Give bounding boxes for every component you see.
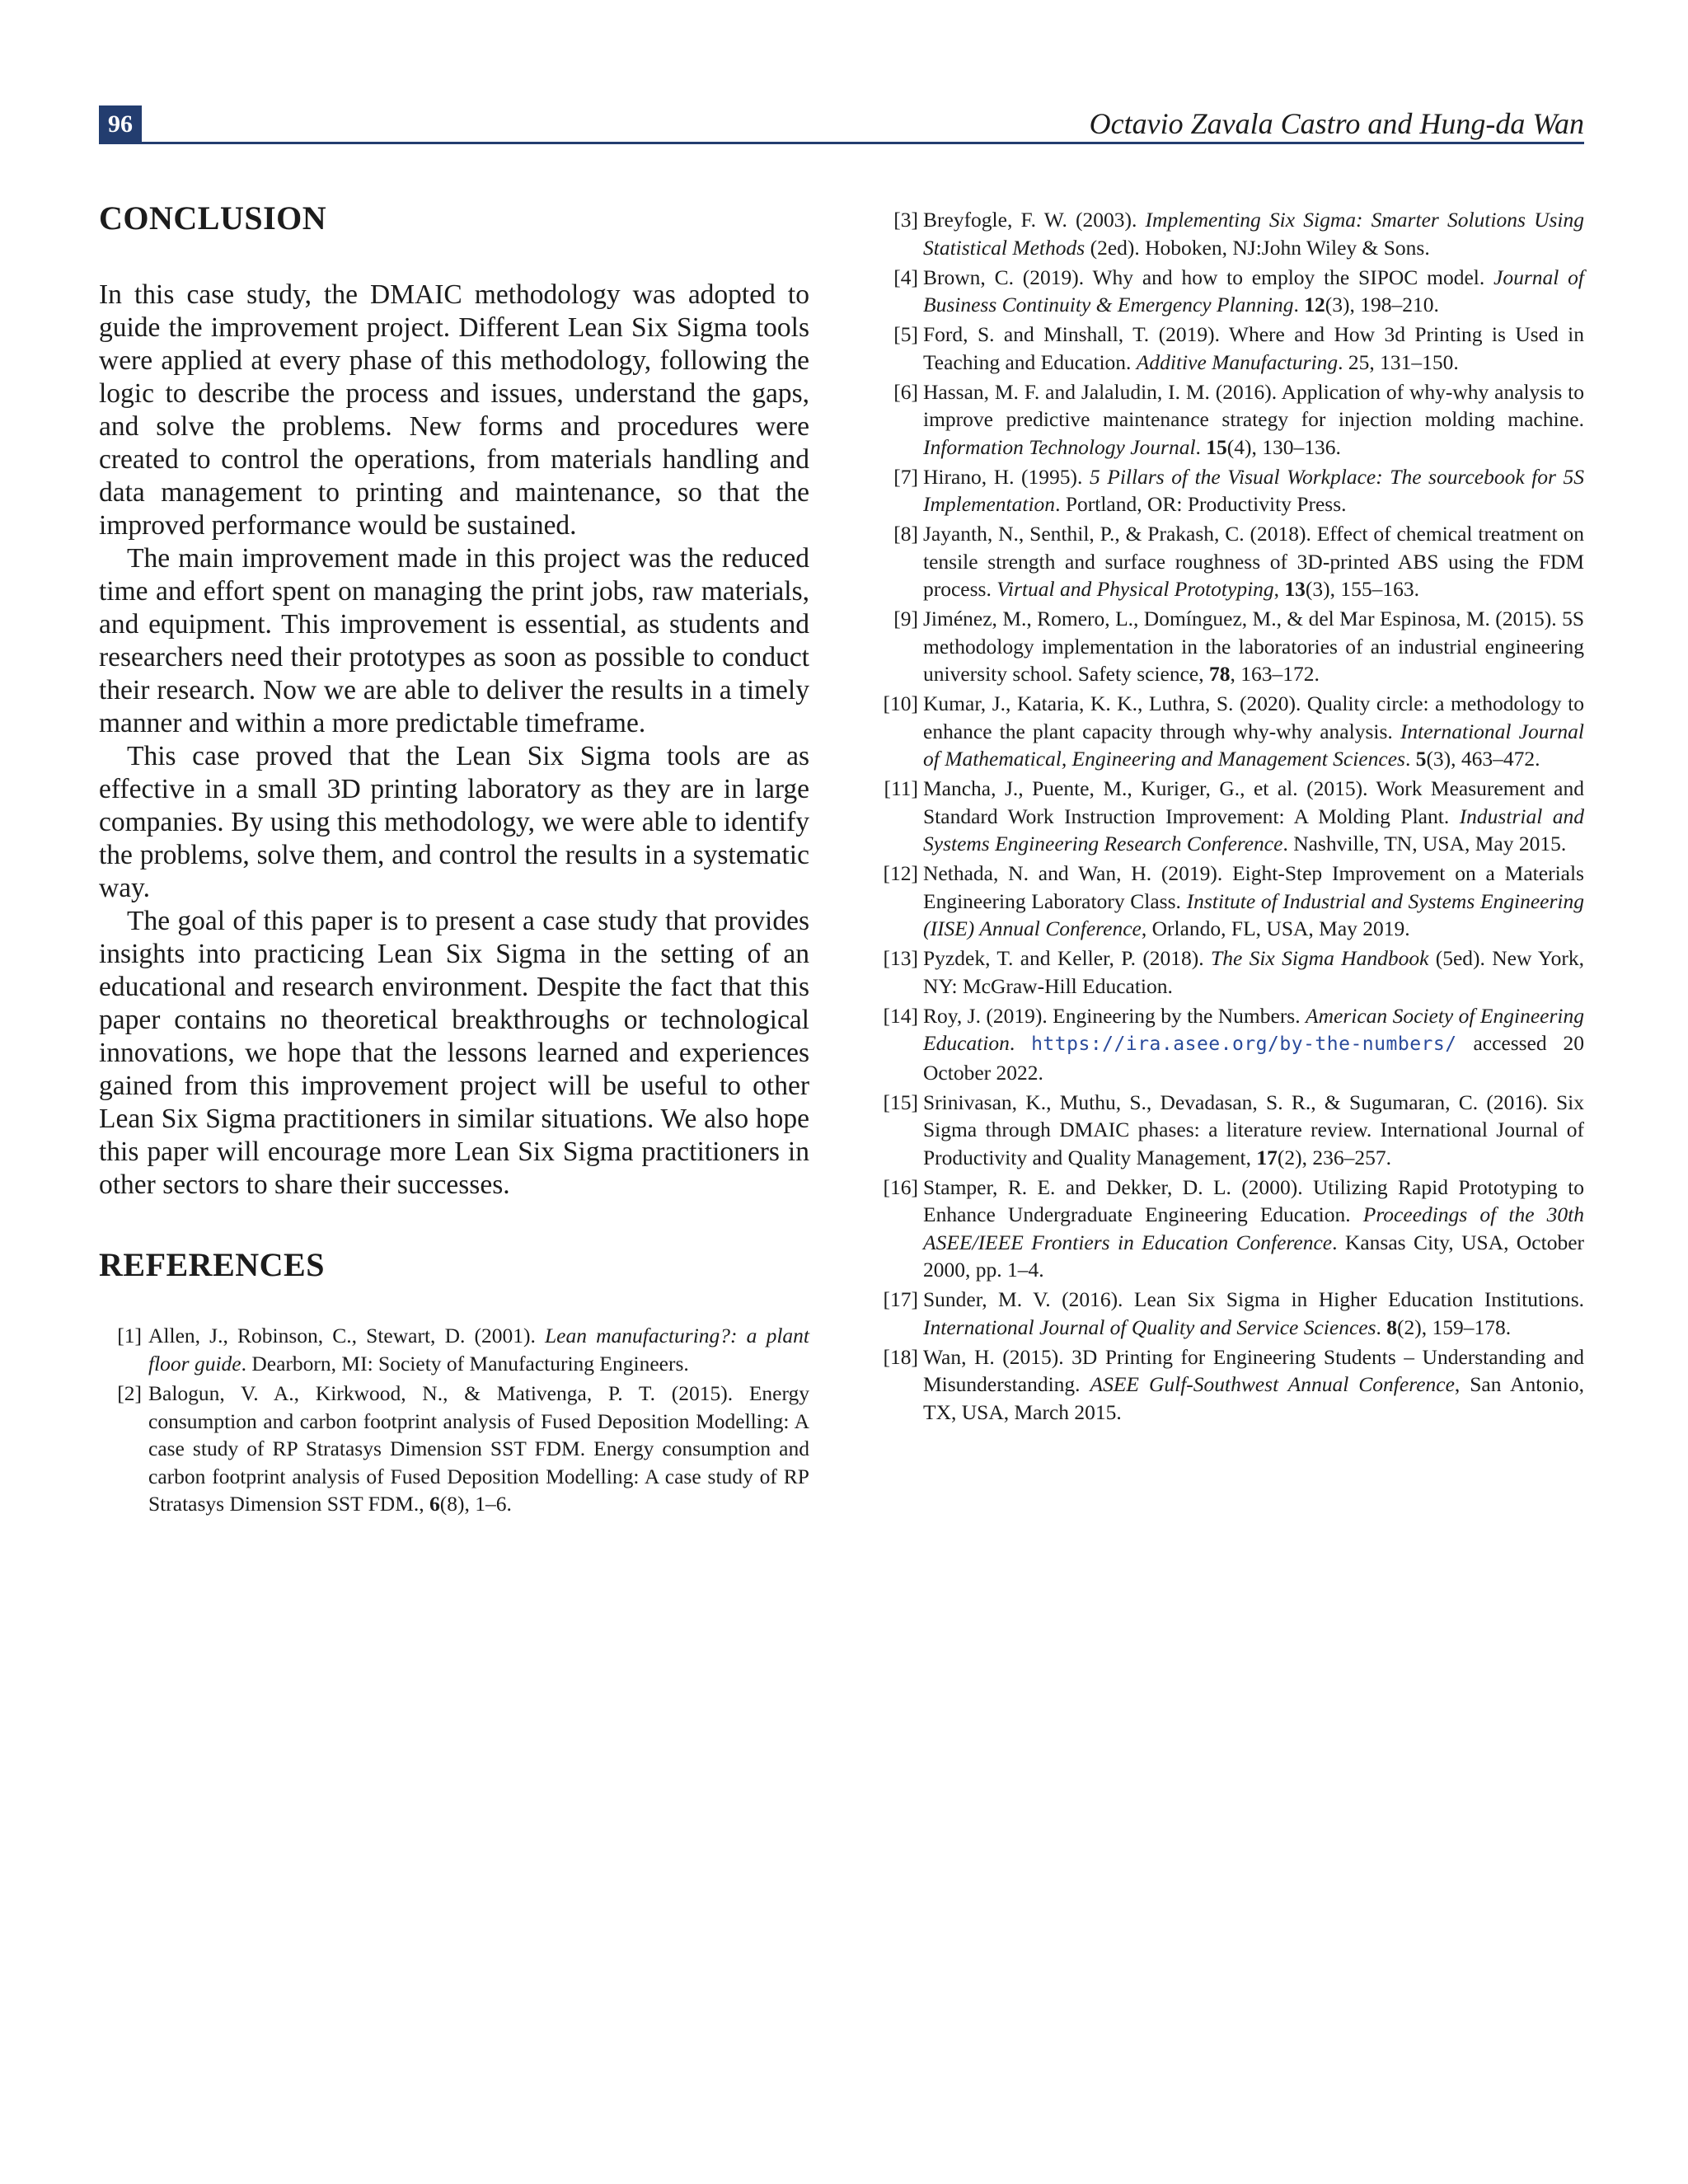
reference-item bbox=[875, 775, 1584, 858]
reference-number: [3] bbox=[893, 208, 918, 232]
conclusion-paragraph: This case proved that the Lean Six Sigma tools are as effective in a small 3D printing laboratory as they are in large companies. By using this methodology, we were able to identify the problems, solve them, and control the results in a systematic way. bbox=[99, 741, 809, 903]
references-heading: REFERENCES bbox=[99, 1246, 325, 1283]
reference-volume: 6 bbox=[429, 1492, 440, 1516]
reference-item bbox=[875, 860, 1584, 943]
conclusion-body bbox=[99, 279, 809, 1202]
reference-volume: 13 bbox=[1284, 577, 1306, 601]
conclusion-heading: CONCLUSION bbox=[99, 199, 327, 237]
reference-item bbox=[875, 1002, 1584, 1087]
reference-source-title: International Journal of Mathematical, Engineering and Management Sciences bbox=[923, 719, 1585, 771]
reference-item bbox=[875, 1343, 1584, 1427]
reference-text: Stamper, R. E. and Dekker, D. L. (2000). Utilizing Rapid Prototyping to Enhance Undergraduate Engineering Education. bbox=[923, 1174, 1584, 1226]
reference-text: . bbox=[1404, 747, 1416, 771]
reference-volume: 78 bbox=[1209, 662, 1231, 686]
reference-source-title: Proceedings of the 30th ASEE/IEEE Frontiers in Education Conference bbox=[923, 1202, 1584, 1254]
reference-number: [12] bbox=[883, 861, 918, 885]
reference-text: Hassan, M. F. and Jalaludin, I. M. (2016). Application of why-why analysis to improve predictive maintenance strategy for injection molding machine. bbox=[923, 379, 1584, 431]
running-head-authors: Octavio Zavala Castro and Hung-da Wan bbox=[1089, 107, 1584, 140]
page-header bbox=[99, 105, 1584, 144]
reference-text: Ford, S. and Minshall, T. (2019). Where and How 3d Printing is Used in Teaching and Education. bbox=[923, 322, 1584, 374]
reference-source-title: International Journal of Quality and Service Sciences bbox=[923, 1315, 1376, 1339]
reference-number: [11] bbox=[884, 776, 918, 800]
reference-item bbox=[875, 1089, 1584, 1172]
reference-text: . Portland, OR: Productivity Press. bbox=[1055, 492, 1347, 516]
reference-item bbox=[875, 463, 1584, 518]
reference-text: , Orlando, FL, USA, May 2019. bbox=[1141, 916, 1410, 940]
reference-text: . Dearborn, MI: Society of Manufacturing Engineers. bbox=[241, 1351, 689, 1376]
reference-text: Allen, J., Robinson, C., Stewart, D. (2001). bbox=[148, 1324, 545, 1347]
conclusion-paragraph: The goal of this paper is to present a case study that provides insights into practicing Lean Six Sigma in the setting of an educational and research environment. Despite the fact that this paper contains no theoretical breakthroughs or technological innovations, we hope that the lessons learned and experiences gained from this improvement project will be useful to other Lean Six Sigma practitioners in similar situations. We also hope this paper will encourage more Lean Six Sigma practitioners in other sectors to share their successes. bbox=[99, 906, 809, 1200]
reference-text: Balogun, V. A., Kirkwood, N., & Mativenga, P. T. (2015). Energy consumption and carbon footprint analysis of Fused Deposition Modelling: A case study of RP Stratasys Dimension SST FDM. Energy consumption and carbon footprint analysis of Fused Deposition Modelling: A case study of RP Stratasys Dimension SST FDM., bbox=[148, 1381, 809, 1516]
right-column bbox=[875, 206, 1584, 1428]
reference-source-title: The Six Sigma Handbook bbox=[1211, 946, 1429, 970]
reference-number: [4] bbox=[893, 265, 918, 289]
reference-item bbox=[875, 378, 1584, 462]
page-number: 96 bbox=[99, 105, 142, 142]
reference-number: [9] bbox=[893, 607, 918, 630]
reference-text: Srinivasan, K., Muthu, S., Devadasan, S. R., & Sugumaran, C. (2016). Six Sigma through DMAIC phases: a literature review. International Journal of Productivity and Quality Management, bbox=[923, 1090, 1584, 1169]
reference-text: accessed 20 October 2022. bbox=[923, 1031, 1584, 1085]
reference-source-title: Virtual and Physical Prototyping bbox=[996, 577, 1274, 601]
reference-source-title: Journal of Business Continuity & Emergency Planning bbox=[923, 265, 1584, 316]
reference-list-left bbox=[99, 1322, 809, 1518]
reference-item bbox=[875, 944, 1584, 1000]
reference-item bbox=[875, 1174, 1584, 1284]
reference-text: , 163–172. bbox=[1230, 662, 1320, 686]
reference-text: Roy, J. (2019). Engineering by the Numbers. bbox=[923, 1003, 1306, 1028]
reference-volume: 17 bbox=[1256, 1145, 1278, 1169]
reference-text: Pyzdek, T. and Keller, P. (2018). bbox=[923, 946, 1212, 970]
reference-source-title: Information Technology Journal bbox=[923, 434, 1196, 459]
reference-text: . bbox=[1293, 293, 1305, 316]
reference-text: (5ed). New York, NY: McGraw-Hill Education. bbox=[923, 946, 1585, 998]
reference-item bbox=[875, 520, 1584, 603]
conclusion-paragraph: The main improvement made in this project was the reduced time and effort spent on managing the print jobs, raw materials, and equipment. This improvement is essential, as students and researchers need their prototypes as soon as possible to conduct their research. Now we are able to deliver the results in a timely manner and within a more predictable timeframe. bbox=[99, 543, 809, 738]
reference-item bbox=[875, 690, 1584, 773]
reference-number: [6] bbox=[893, 379, 918, 404]
reference-list-right bbox=[875, 206, 1584, 1426]
reference-text: . Nashville, TN, USA, May 2015. bbox=[1282, 832, 1567, 855]
reference-volume: 12 bbox=[1304, 293, 1325, 316]
reference-volume: 15 bbox=[1206, 434, 1227, 459]
reference-source-title: Additive Manufacturing bbox=[1136, 349, 1339, 374]
reference-item bbox=[99, 1322, 809, 1377]
reference-number: [16] bbox=[883, 1174, 918, 1199]
reference-text: Sunder, M. V. (2016). Lean Six Sigma in Higher Education Institutions. bbox=[923, 1287, 1584, 1311]
reference-source-title: ASEE Gulf-Southwest Annual Conference bbox=[1090, 1372, 1455, 1396]
reference-text: (3), 198–210. bbox=[1325, 293, 1439, 316]
reference-number: [8] bbox=[893, 522, 918, 546]
reference-item bbox=[99, 1380, 809, 1518]
reference-number: [1] bbox=[117, 1324, 142, 1347]
reference-text: (3), 155–163. bbox=[1305, 577, 1420, 601]
reference-item bbox=[875, 605, 1584, 688]
reference-number: [13] bbox=[883, 946, 918, 970]
reference-source-title: Industrial and Systems Engineering Research Conference bbox=[923, 804, 1585, 855]
reference-item bbox=[875, 1286, 1584, 1341]
reference-source-title: 5 Pillars of the Visual Workplace: The sourcebook for 5S Implementation bbox=[923, 464, 1584, 516]
reference-text: Mancha, J., Puente, M., Kuriger, G., et al. (2015). Work Measurement and Standard Work Instruction Improvement: A Molding Plant. bbox=[923, 776, 1584, 828]
reference-source-title: Lean manufacturing?: a plant floor guide bbox=[148, 1324, 809, 1376]
reference-number: [7] bbox=[893, 464, 918, 489]
reference-volume: 8 bbox=[1386, 1315, 1398, 1339]
reference-item bbox=[875, 206, 1584, 261]
reference-text: , San Antonio, TX, USA, March 2015. bbox=[923, 1372, 1585, 1424]
reference-text: . 25, 131–150. bbox=[1338, 349, 1459, 374]
reference-number: [15] bbox=[883, 1090, 918, 1114]
left-column bbox=[99, 191, 809, 1521]
reference-text: Wan, H. (2015). 3D Printing for Engineering Students – Understanding and Misunderstanding. bbox=[923, 1344, 1584, 1396]
reference-text: Hirano, H. (1995). bbox=[923, 464, 1090, 489]
reference-number: [18] bbox=[883, 1344, 918, 1369]
reference-text: (8), 1–6. bbox=[439, 1492, 512, 1516]
reference-source-title: Institute of Industrial and Systems Engineering (IISE) Annual Conference bbox=[923, 888, 1584, 940]
reference-number: [2] bbox=[117, 1381, 142, 1405]
reference-text: , bbox=[1273, 577, 1285, 601]
reference-text: Breyfogle, F. W. (2003). bbox=[923, 208, 1146, 232]
reference-number: [10] bbox=[883, 691, 918, 715]
reference-item bbox=[875, 321, 1584, 376]
reference-text: (2), 236–257. bbox=[1277, 1145, 1391, 1169]
reference-number: [14] bbox=[883, 1003, 918, 1028]
reference-text: Brown, C. (2019). Why and how to employ the SIPOC model. bbox=[923, 265, 1494, 289]
reference-text: (4), 130–136. bbox=[1226, 434, 1341, 459]
reference-text: . bbox=[1009, 1031, 1032, 1055]
reference-number: [17] bbox=[883, 1287, 918, 1311]
reference-text: . bbox=[1376, 1315, 1387, 1339]
reference-text: (2ed). Hoboken, NJ:John Wiley & Sons. bbox=[1085, 235, 1430, 260]
reference-text: Jayanth, N., Senthil, P., & Prakash, C. (2018). Effect of chemical treatment on tensile strength and surface roughness of 3D-printed ABS using the FDM process. bbox=[923, 522, 1584, 601]
reference-number: [5] bbox=[893, 322, 918, 346]
reference-url-link[interactable]: https://ira.asee.org/by-the-numbers/ bbox=[1031, 1033, 1457, 1055]
reference-text: . Kansas City, USA, October 2000, pp. 1–4. bbox=[923, 1230, 1585, 1282]
reference-text: Kumar, J., Kataria, K. K., Luthra, S. (2020). Quality circle: a methodology to enhance the plant capacity through why-why analysis. bbox=[923, 691, 1584, 743]
reference-volume: 5 bbox=[1415, 747, 1427, 771]
conclusion-paragraph: In this case study, the DMAIC methodology was adopted to guide the improvement project. Different Lean Six Sigma tools were applied at every phase of this methodology, following the logic to describe the process and issues, understand the gaps, and solve the problems. New forms and procedures were created to control the operations, from materials handling and data management to printing and maintenance, so that the improved performance would be sustained. bbox=[99, 279, 809, 541]
reference-item bbox=[875, 264, 1584, 319]
reference-text: . bbox=[1195, 434, 1207, 459]
reference-text: (3), 463–472. bbox=[1426, 747, 1540, 771]
reference-source-title: American Society of Engineering Education bbox=[923, 1003, 1584, 1055]
reference-text: Jiménez, M., Romero, L., Domínguez, M., & del Mar Espinosa, M. (2015). 5S methodology implementation in the laboratories of an industrial engineering university school. Safety science, bbox=[923, 607, 1584, 686]
reference-text: Nethada, N. and Wan, H. (2019). Eight-Step Improvement on a Materials Engineering Laboratory Class. bbox=[923, 861, 1584, 913]
reference-source-title: Implementing Six Sigma: Smarter Solutions Using Statistical Methods bbox=[923, 208, 1584, 260]
reference-text: (2), 159–178. bbox=[1397, 1315, 1512, 1339]
